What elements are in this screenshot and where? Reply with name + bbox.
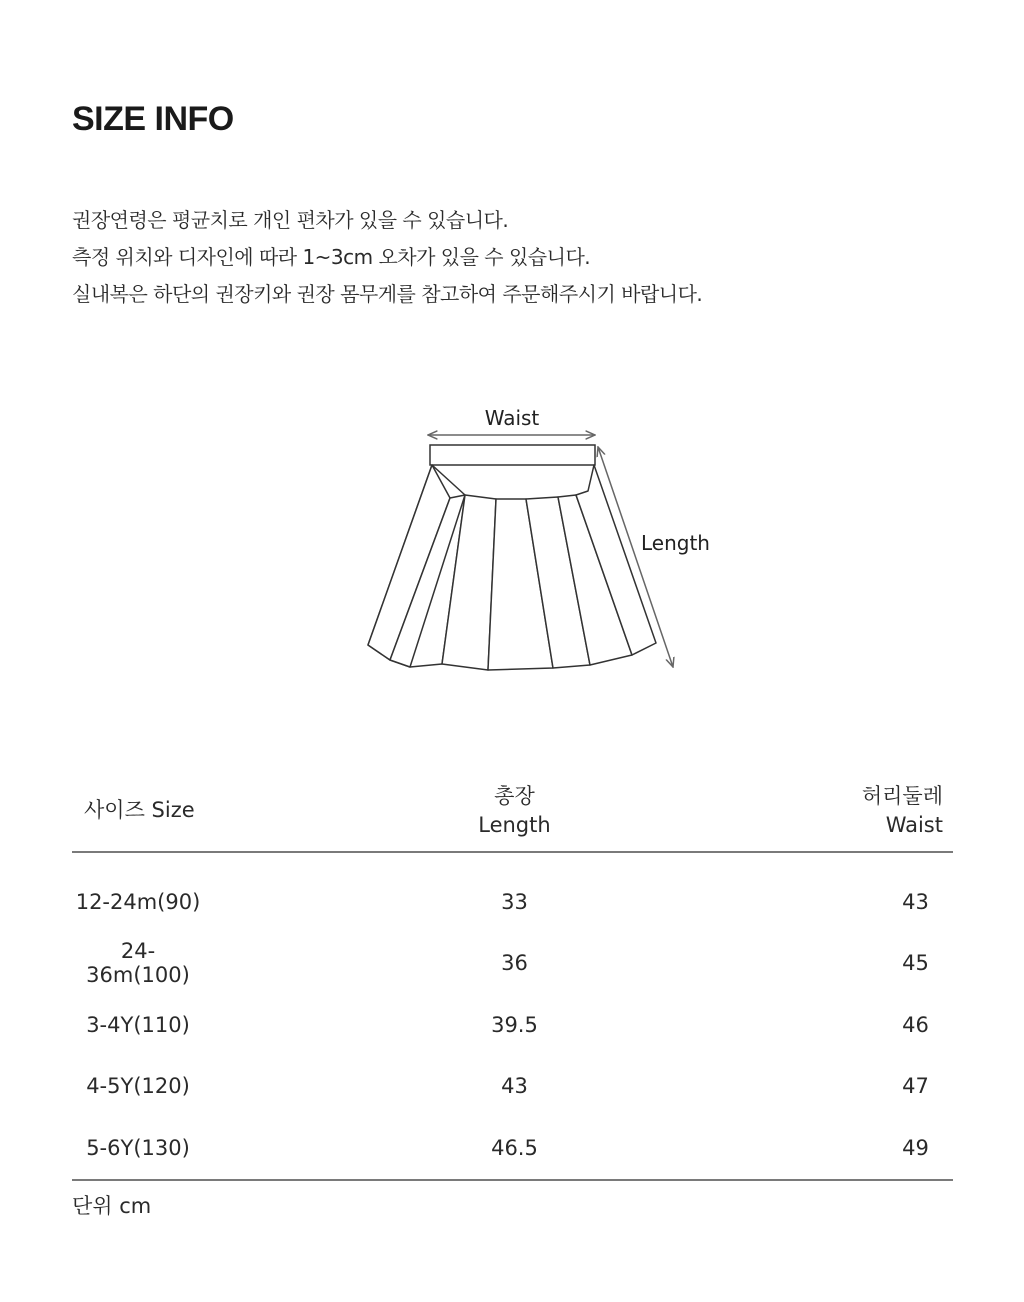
table-row <box>72 1056 953 1118</box>
length-cell: 46.5 <box>378 1117 652 1180</box>
size-table <box>72 770 953 1181</box>
waist-cell: 47 <box>902 1074 929 1099</box>
header-length-en: Length <box>478 812 551 837</box>
note-order-guide: 실내복은 하단의 권장키와 권장 몸무게를 참고하여 주문해주시기 바랍니다. <box>72 282 703 306</box>
table-header-row <box>72 770 953 852</box>
waist-cell: 43 <box>902 889 929 914</box>
table-row <box>72 1117 953 1180</box>
length-cell: 33 <box>501 889 528 914</box>
header-length-ko: 총장 <box>494 783 535 808</box>
waist-cell: 45 <box>902 951 929 976</box>
header-waist <box>651 770 953 852</box>
skirt-diagram <box>340 395 720 695</box>
size-notes <box>72 202 702 313</box>
unit-label: 단위 cm <box>72 1194 152 1218</box>
length-cell: 39.5 <box>491 1012 538 1037</box>
page-title: SIZE INFO <box>72 100 234 138</box>
waist-cell: 49 <box>902 1135 929 1160</box>
skirt-body <box>368 465 656 670</box>
size-cell: 3-4Y(110) <box>86 1012 190 1037</box>
waist-measure-label: Waist <box>484 406 540 430</box>
note-measurement-error: 측정 위치와 디자인에 따라 1~3cm 오차가 있을 수 있습니다. <box>72 245 591 269</box>
length-cell: 43 <box>501 1074 528 1099</box>
waist-cell: 46 <box>902 1012 929 1037</box>
table-row <box>72 933 953 995</box>
size-cell: 5-6Y(130) <box>86 1135 190 1160</box>
header-size: 사이즈 Size <box>72 770 378 852</box>
waistband <box>430 445 595 465</box>
size-cell: 12-24m(90) <box>75 889 201 914</box>
header-waist-en: Waist <box>885 812 943 837</box>
table-row <box>72 852 953 933</box>
size-cell: 24-36m(100) <box>86 939 190 988</box>
table-row <box>72 994 953 1056</box>
header-waist-ko: 허리둘레 <box>861 783 943 808</box>
length-measure-label: Length <box>641 531 710 555</box>
size-cell: 4-5Y(120) <box>86 1074 190 1099</box>
note-average-age: 권장연령은 평균치로 개인 편차가 있을 수 있습니다. <box>72 208 509 232</box>
header-length <box>378 770 652 852</box>
length-cell: 36 <box>501 951 528 976</box>
